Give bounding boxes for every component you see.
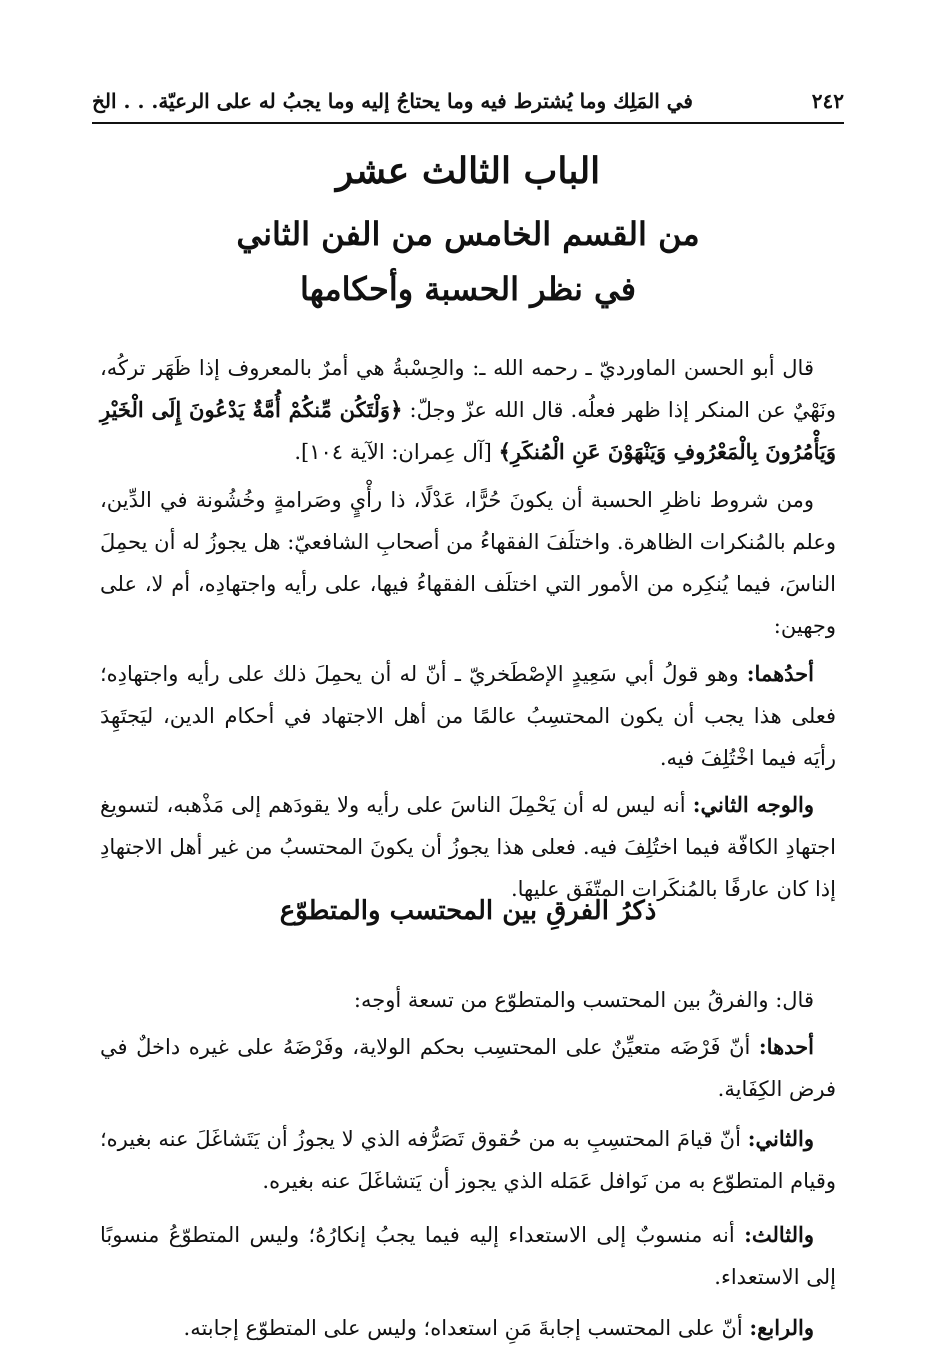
topic-heading: في نظر الحسبة وأحكامها xyxy=(299,270,637,308)
paragraph-second-view xyxy=(100,784,836,910)
verse-reference: [آل عِمران: الآية ١٠٤]. xyxy=(294,440,499,464)
chapter-heading: الباب الثالث عشر xyxy=(335,150,601,192)
page-number: ٢٤٢ xyxy=(811,89,844,113)
paragraph-lead: والثاني: xyxy=(747,1126,814,1151)
paragraph-lead: والوجه الثاني: xyxy=(692,792,814,817)
paragraph-lead: والرابع: xyxy=(749,1315,814,1340)
paragraph-text: أنّ على المحتسب إجابةَ مَنِ استعداه؛ وليس على المتطوّع إجابته. xyxy=(183,1316,750,1340)
paragraph-text: أنّ فَرْضَه متعيِّنٌ على المحتسِب بحكم الولاية، وفَرْضَهُ على غيره داخلٌ في فرض الكِفَاية. xyxy=(100,1035,836,1101)
paragraph-intro-differences xyxy=(100,979,836,1021)
paragraph-conditions xyxy=(100,479,836,647)
paragraph-text: وهو قولُ أبي سَعِيدٍ الإصْطَخريّ ـ أنّ له أن يحمِلَ ذلك على رأيه واجتهادِه؛ فعلى هذا يجب أن يكون المحتسِبُ عالمًا من أهل الاجتهاد في أحكام الدين، ليَجتَهِدَ رأيَه فيما اخْتُلِفَ فيه. xyxy=(100,662,836,770)
paragraph-text: أنّ قيامَ المحتسِبِ به من حُقوق تَصَرُّفه الذي لا يجوزُ أن يَتَشاغَلَ عنه بغيره؛ وقيام المتطوّع به من نَوافل عَمَله الذي يجوز أن يَتشاغَلَ عنه بغيره. xyxy=(100,1127,836,1193)
paragraph-text: أنه ليس له أن يَحْمِلَ الناسَ على رأيه ولا يقودَهم إلى مَذْهبه، لتسويغ اجتهادِ الكافّة فيما اختُلِفَ فيه. فعلى هذا يجوزُ أن يكونَ المحتسبُ من غير أهل الاجتهادِ إذا كان عارفًا بالمُنكَرات المتّفَق عليها. xyxy=(100,793,836,901)
quran-quote: ﴿وَلْتَكُن مِّنكُمْ أُمَّةٌ يَدْعُونَ إِلَى الْخَيْرِ وَيَأْمُرُونَ بِالْمَعْرُوفِ وَيَنْهَوْنَ عَنِ الْمُنكَرِ﴾ xyxy=(100,397,836,464)
paragraph-difference-1 xyxy=(100,1026,836,1110)
paragraph-difference-4 xyxy=(100,1307,836,1349)
header-rule xyxy=(92,122,844,124)
paragraph-difference-2 xyxy=(100,1118,836,1202)
paragraph-text: ومن شروط ناظرِ الحسبة أن يكونَ حُرًّا، عَدْلًا، ذا رأْيٍ وصَرامةٍ وخُشُونة في الدِّين، وعلم بالمُنكرات الظاهرة. واختلَفَ الفقهاءُ من أصحابِ الشافعيّ: هل يجوزُ له أن يحمِلَ الناسَ، فيما يُنكِره من الأمور التي اختلَف الفقهاءُ فيها، على رأيه واجتهادِه، أم لا، على وجهين: xyxy=(100,488,836,638)
paragraph-first-view xyxy=(100,653,836,779)
paragraph-text: قال: والفرقُ بين المحتسب والمتطوّع من تسعة أوجه: xyxy=(353,988,814,1012)
paragraph-lead: أحدها: xyxy=(758,1034,814,1059)
running-header xyxy=(92,84,844,118)
paragraph-hisba-definition xyxy=(100,347,836,473)
section-heading: ذكرُ الفرقِ بين المحتسب والمتطوّع xyxy=(279,896,657,926)
running-title: في المَلِك وما يُشترط فيه وما يحتاجُ إليه وما يجبُ له على الرعيّة. . . الخ xyxy=(92,89,693,113)
part-heading: من القسم الخامس من الفن الثاني xyxy=(236,215,700,253)
paragraph-difference-3 xyxy=(100,1214,836,1298)
paragraph-text: قال أبو الحسن الماورديّ ـ رحمه الله ـ: والحِسْبةُ هي أمرٌ بالمعروف إذا ظَهَر تركُه، ونَهْيٌ عن المنكر إذا ظهر فعلُه. قال الله عزّ وجلّ: xyxy=(100,356,836,422)
paragraph-lead: أحدُهما: xyxy=(746,661,815,686)
paragraph-lead: والثالث: xyxy=(744,1222,814,1247)
paragraph-text: أنه منسوبٌ إلى الاستعداء إليه فيما يجبُ إنكارُهُ؛ وليس المتطوّعُ منسوبًا إلى الاستعداء. xyxy=(100,1223,836,1289)
